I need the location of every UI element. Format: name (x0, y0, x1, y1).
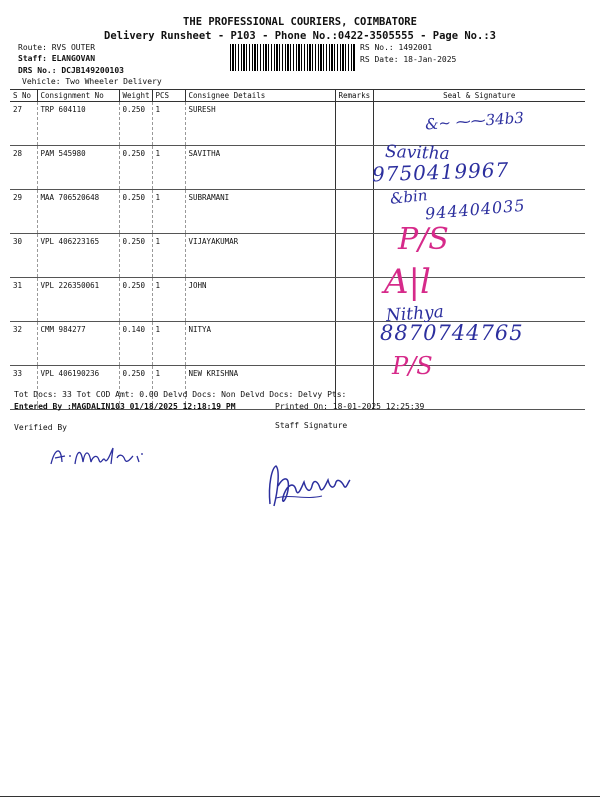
cell-weight: 0.250 (119, 102, 152, 146)
cell-consignment: VPL 406223165 (37, 234, 119, 278)
handwritten-phone-row32: 8870744765 (380, 321, 524, 345)
cell-sno: 33 (10, 366, 37, 410)
runsheet-table (10, 89, 585, 410)
cell-pcs: 1 (152, 102, 185, 146)
table-row (10, 234, 585, 278)
cell-sno: 31 (10, 278, 37, 322)
col-header-pcs: PCS (152, 90, 185, 102)
cell-sno: 27 (10, 102, 37, 146)
cell-remarks (335, 102, 373, 146)
company-title: THE PROFESSIONAL COURIERS, COIMBATORE (183, 16, 417, 28)
cell-consignment: TRP 604110 (37, 102, 119, 146)
handwritten-signature-row28: Savitha (384, 141, 451, 165)
bottom-divider (0, 796, 600, 797)
rs-date: RS Date: 18-Jan-2025 (360, 55, 457, 64)
cell-sno: 30 (10, 234, 37, 278)
drs-number: DRS No.: DCJB149200103 (18, 66, 124, 75)
cell-consignment: CMM 984277 (37, 322, 119, 366)
cell-consignee: NITYA (185, 322, 335, 366)
verifier-signature (45, 438, 160, 473)
cell-consignee: JOHN (185, 278, 335, 322)
printed-on: Printed On: 18-01-2025 12:25:39 (275, 402, 425, 411)
cell-consignee: SUBRAMANI (185, 190, 335, 234)
totals-line: Tot Docs: 33 Tot COD Amt: 0.00 Delvd Docs: Non Delvd Docs: Delvy Pts: (14, 390, 347, 399)
staff-signature (262, 460, 354, 516)
cell-weight: 0.250 (119, 234, 152, 278)
cell-pcs: 1 (152, 322, 185, 366)
cell-pcs: 1 (152, 146, 185, 190)
cell-remarks (335, 190, 373, 234)
cell-pcs: 1 (152, 366, 185, 410)
handwritten-phone-row29: 944404035 (424, 195, 527, 224)
cell-consignee: VIJAYAKUMAR (185, 234, 335, 278)
col-header-seal: Seal & Signature (373, 90, 585, 102)
staff-label: Staff: ELANGOVAN (18, 54, 96, 63)
cell-remarks (335, 322, 373, 366)
cell-weight: 0.140 (119, 322, 152, 366)
cell-remarks (335, 234, 373, 278)
cell-consignee: SAVITHA (185, 146, 335, 190)
cell-consignee: SURESH (185, 102, 335, 146)
col-header-sno: S No (10, 90, 37, 102)
handwritten-signature-row32: Nithya (385, 302, 445, 326)
entered-by: Entered By :MAGDALIN103 01/18/2025 12:18:19 PM (14, 402, 236, 411)
cell-sno: 32 (10, 322, 37, 366)
handwritten-ps-mark-row33: P/S (392, 352, 433, 380)
barcode (230, 44, 355, 71)
vehicle-label: Vehicle: Two Wheeler Delivery (22, 77, 162, 86)
cell-weight: 0.250 (119, 190, 152, 234)
verified-by-label: Verified By (14, 423, 67, 432)
cell-consignment: PAM 545980 (37, 146, 119, 190)
cell-remarks (335, 146, 373, 190)
runsheet-title: Delivery Runsheet - P103 - Phone No.:0422-3505555 - Page No.:3 (104, 30, 496, 42)
cell-weight: 0.250 (119, 278, 152, 322)
route-label: Route: RVS OUTER (18, 43, 96, 52)
handwritten-phone-row28: 9750419967 (371, 157, 510, 187)
table-row (10, 278, 585, 322)
staff-signature-label: Staff Signature (275, 421, 348, 430)
handwritten-signature-row27: &~ ⁓⁓34b3 (424, 108, 525, 134)
cell-consignment: VPL 406190236 (37, 366, 119, 410)
cell-sno: 28 (10, 146, 37, 190)
cell-consignment: VPL 226350061 (37, 278, 119, 322)
handwritten-signature-row29: &bin (389, 186, 429, 208)
cell-consignee: NEW KRISHNA (185, 366, 335, 410)
cell-pcs: 1 (152, 190, 185, 234)
table-header-row (10, 90, 585, 102)
col-header-consignment: Consignment No (37, 90, 119, 102)
col-header-weight: Weight (119, 90, 152, 102)
cell-pcs: 1 (152, 278, 185, 322)
cell-consignment: MAA 706520648 (37, 190, 119, 234)
rs-number: RS No.: 1492001 (360, 43, 433, 52)
cell-remarks (335, 278, 373, 322)
col-header-remarks: Remarks (335, 90, 373, 102)
cell-weight: 0.250 (119, 146, 152, 190)
cell-sno: 29 (10, 190, 37, 234)
cell-pcs: 1 (152, 234, 185, 278)
col-header-consignee: Consignee Details (185, 90, 335, 102)
handwritten-al-mark-row31: A|l (384, 262, 431, 302)
handwritten-ps-mark-row30: P/S (398, 222, 449, 257)
cell-weight: 0.250 (119, 366, 152, 410)
